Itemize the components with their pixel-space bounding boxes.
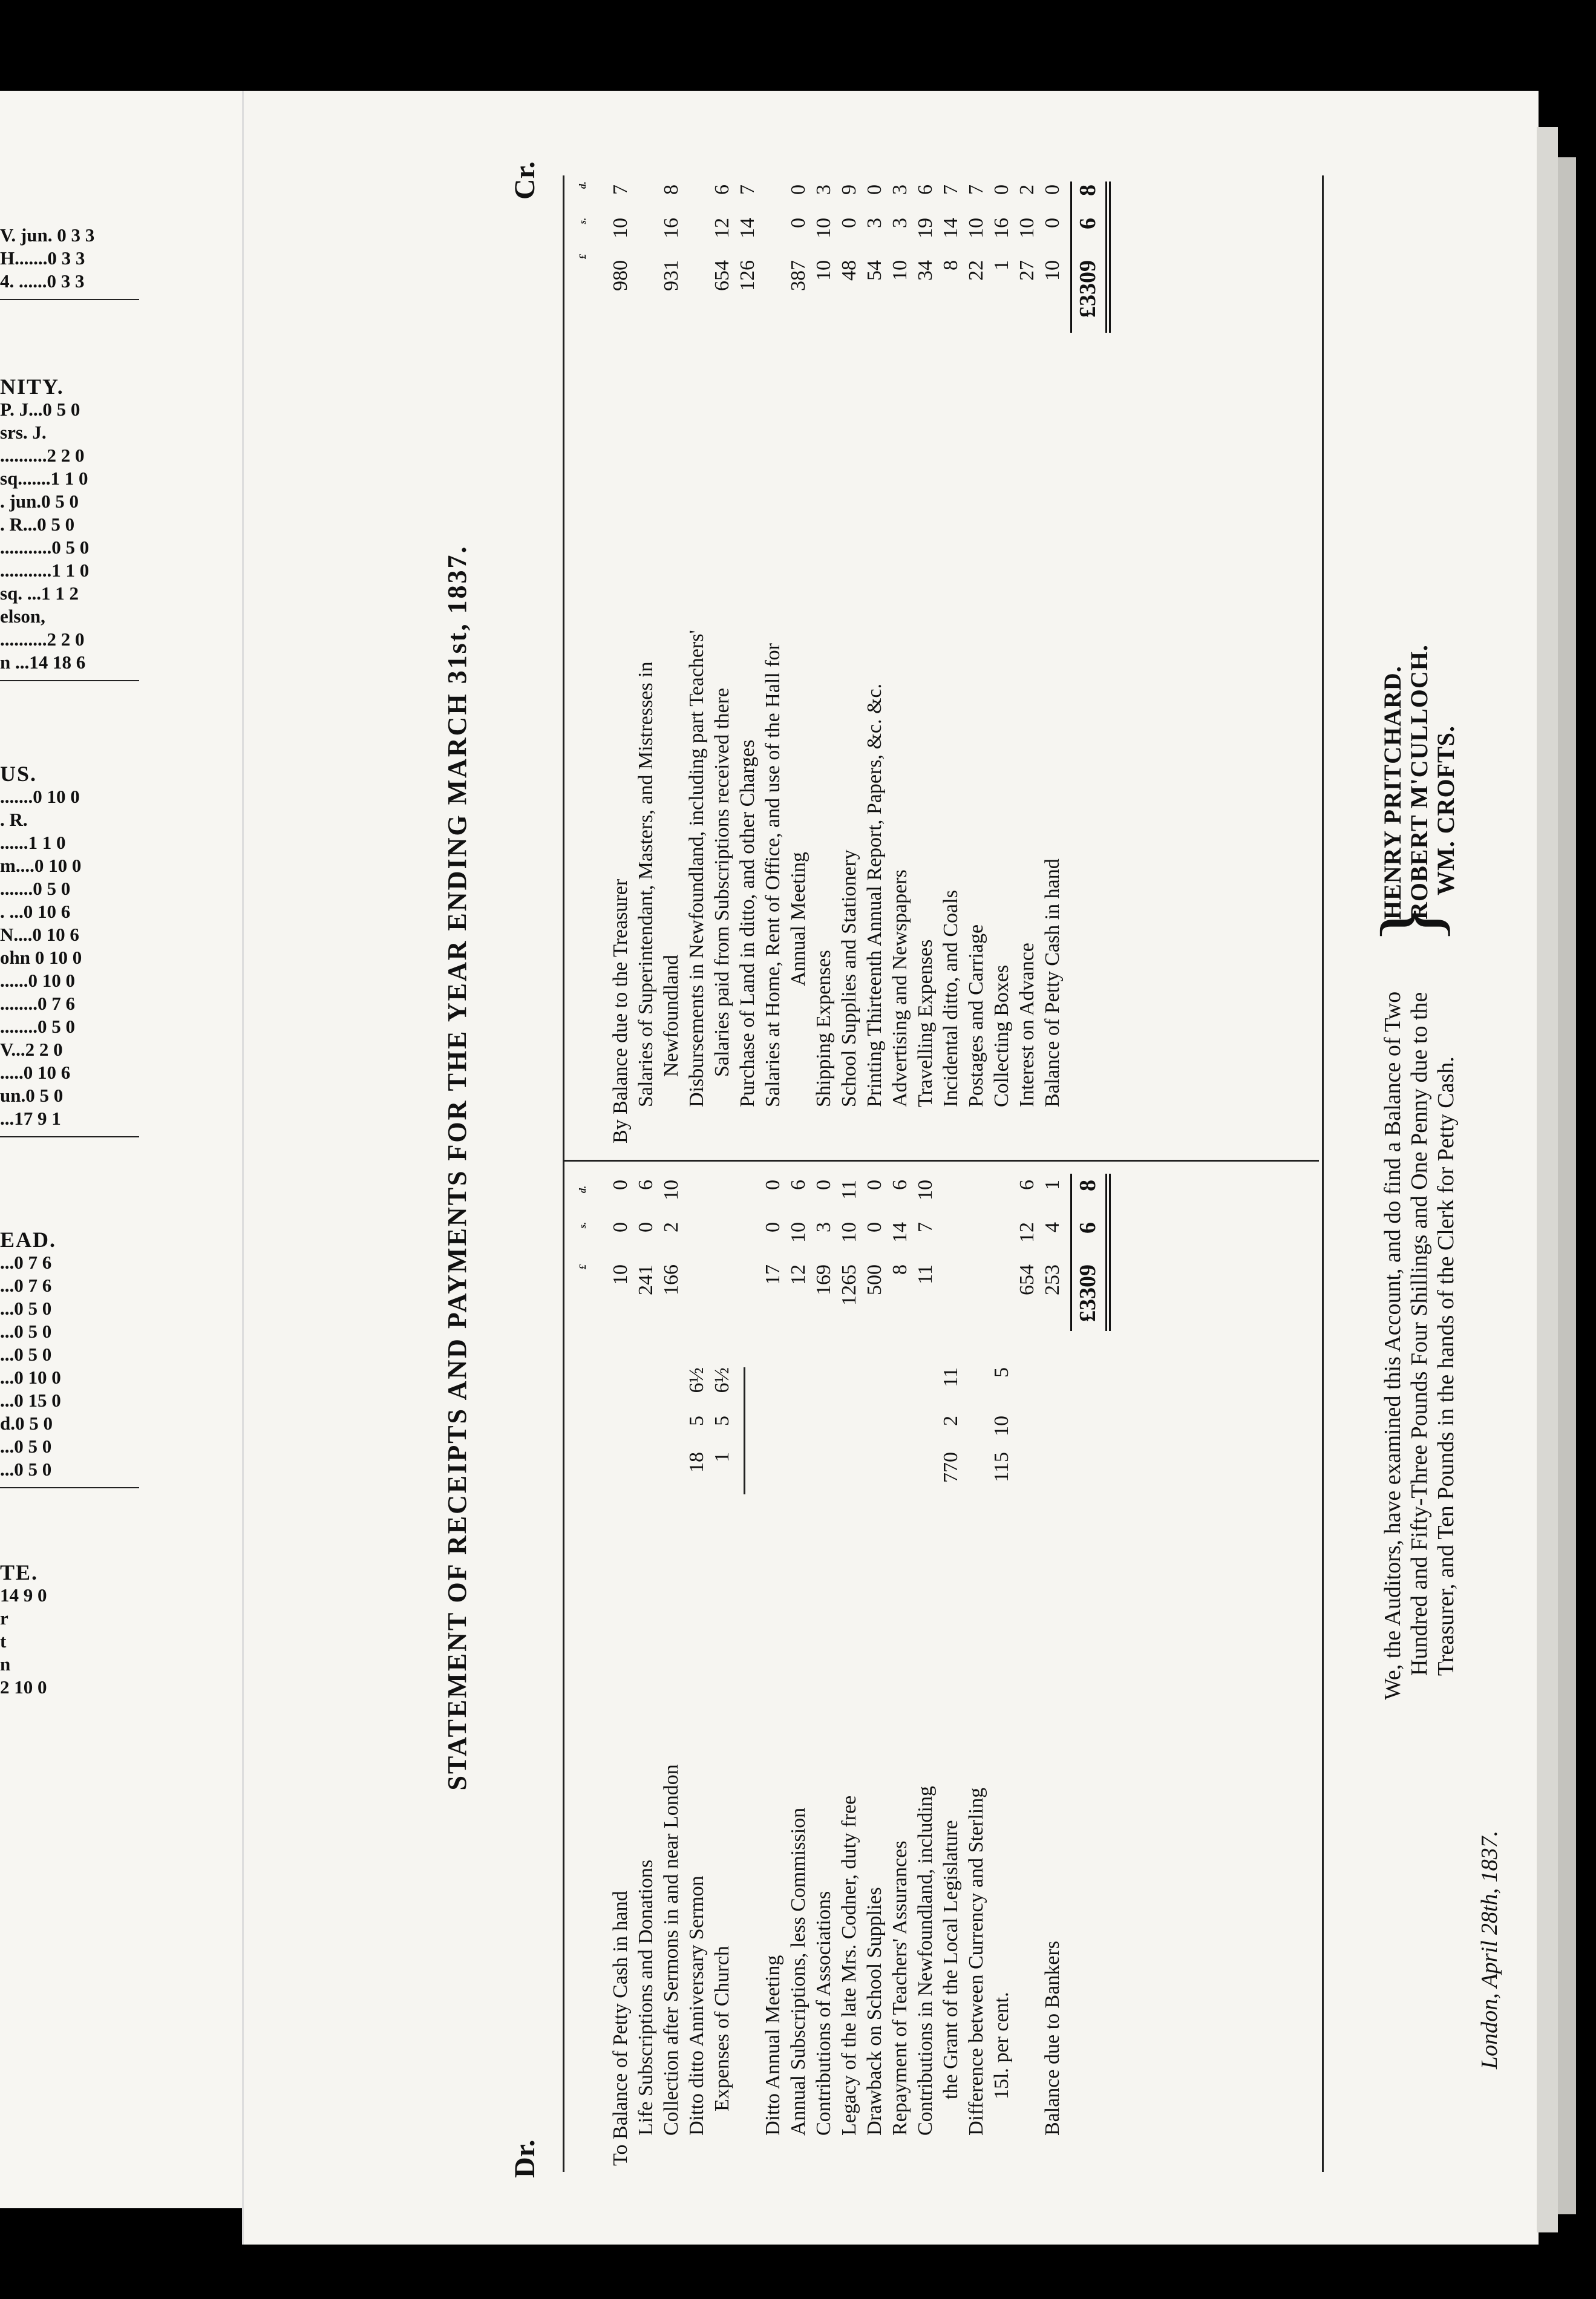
receipt-pounds: 12 — [787, 1264, 809, 1285]
payment-row — [1015, 175, 1040, 1143]
payments-ledger — [608, 175, 1108, 1143]
receipt-row — [1040, 1174, 1065, 2166]
payment-description: Salaries paid from Subscriptions received there — [711, 688, 733, 1077]
receipt-row — [938, 1174, 964, 2166]
receipt-pounds: 8 — [889, 1264, 911, 1275]
fragment-line: n ...14 18 6 — [0, 652, 86, 673]
payment-pounds: 54 — [863, 260, 886, 281]
receipt-sub-pence: 5 — [990, 1367, 1013, 1378]
receipt-shillings: 14 — [889, 1222, 911, 1243]
payment-row — [1040, 175, 1065, 1143]
receipt-shillings: 12 — [1016, 1222, 1038, 1243]
header-rule — [563, 175, 564, 2172]
payment-shillings: 10 — [813, 218, 835, 238]
payment-pounds: 1 — [990, 260, 1013, 270]
fragment-line: V...2 2 0 — [0, 1039, 63, 1060]
payment-pence: 0 — [990, 185, 1013, 195]
fragment-line: . R. — [0, 809, 28, 830]
page-edge — [1558, 157, 1576, 2214]
fragment-line: sq.......1 1 0 — [0, 468, 88, 489]
rotated-statement — [242, 91, 1537, 2245]
fragment-heading: TE. — [0, 1560, 39, 1584]
total-double-rule — [1109, 182, 1111, 333]
receipt-shillings: 7 — [914, 1222, 937, 1232]
total-double-rule — [1105, 1174, 1107, 1331]
fragment-block-5 — [0, 1561, 242, 1699]
receipt-sub-shillings: 10 — [990, 1416, 1013, 1436]
fragment-line: ...0 7 6 — [0, 1275, 52, 1296]
payment-pounds: 654 — [711, 260, 733, 291]
fragment-line: 2 10 0 — [0, 1676, 47, 1698]
receipt-pence: 0 — [863, 1180, 886, 1190]
payment-pounds: 980 — [609, 260, 632, 291]
fragment-line: V. jun. 0 3 3 — [0, 224, 95, 246]
debit-label: Dr. — [509, 2139, 541, 2178]
fragment-line: srs. J. — [0, 422, 47, 443]
col-header-pounds: £ — [578, 1264, 588, 1269]
payment-row — [735, 175, 760, 1143]
total-double-rule — [1109, 1174, 1111, 1331]
fragment-line: n — [0, 1653, 11, 1675]
receipt-pence: 11 — [838, 1180, 860, 1200]
payment-shillings: 3 — [863, 218, 886, 228]
receipt-sub-pence: 6½ — [685, 1367, 708, 1393]
auditors-line: We, the Auditors, have examined this Account, and do find a Balance of Two — [1380, 991, 1405, 1700]
payment-pounds: 10 — [889, 260, 911, 281]
receipt-pounds: 500 — [863, 1264, 886, 1295]
date-line: London, April 28th, 1837. — [1477, 1830, 1502, 2069]
receipt-row — [760, 1174, 786, 2166]
col-header-pence: d. — [578, 1186, 588, 1193]
payment-total-shillings: 6 — [1075, 218, 1101, 229]
payment-row — [913, 175, 938, 1143]
payment-pounds: 10 — [1041, 260, 1064, 281]
payment-description: Incidental ditto, and Coals — [940, 890, 962, 1107]
payment-pounds: 34 — [914, 260, 937, 281]
receipt-row — [913, 1174, 938, 2166]
auditors-statement — [1379, 944, 1459, 1700]
fragment-line: 14 9 0 — [0, 1584, 47, 1606]
auditor-name: ROBERT M'CULLOCH. — [1405, 644, 1433, 920]
payment-pence: 6 — [914, 185, 937, 195]
receipt-pounds: 169 — [813, 1264, 835, 1295]
receipt-description: Collection after Sermons in and near London — [660, 1764, 682, 2136]
receipt-sub-pence: 11 — [940, 1367, 962, 1387]
fragment-line: ......0 10 0 — [0, 970, 75, 991]
auditors-line: Treasurer, and Ten Pounds in the hands of the Clerk for Petty Cash. — [1433, 1056, 1459, 1676]
receipt-pounds: 654 — [1016, 1264, 1038, 1295]
payment-description: By Balance due to the Treasurer — [609, 878, 632, 1143]
auditor-name: WM. CROFTS. — [1432, 725, 1459, 895]
payment-row — [811, 175, 837, 1143]
fragment-line: un.0 5 0 — [0, 1085, 64, 1106]
receipt-pence: 6 — [787, 1180, 809, 1190]
receipt-description: Balance due to Bankers — [1041, 1941, 1064, 2136]
payment-description: Postages and Carriage — [965, 924, 987, 1107]
receipt-pounds: 10 — [609, 1264, 632, 1285]
receipt-row — [989, 1174, 1015, 2166]
auditor-name: HENRY PRITCHARD. — [1379, 666, 1406, 920]
receipt-sub-pounds: 115 — [990, 1452, 1013, 1482]
payment-shillings: 16 — [660, 218, 682, 238]
payment-pence: 0 — [863, 185, 886, 195]
receipt-row — [837, 1174, 862, 2166]
subtotal-rule — [744, 1367, 745, 1494]
payment-pounds: 8 — [940, 260, 962, 270]
payment-row — [710, 175, 735, 1143]
payment-shillings: 14 — [736, 218, 759, 238]
fragment-line: ......1 1 0 — [0, 832, 66, 853]
fragment-line: ..........2 2 0 — [0, 445, 85, 466]
fragment-line: ...17 9 1 — [0, 1108, 61, 1129]
divider — [0, 680, 139, 681]
receipt-description: Contributions in Newfoundland, including — [914, 1786, 937, 2136]
payment-pence: 6 — [711, 185, 733, 195]
payment-description: Interest on Advance — [1016, 943, 1038, 1107]
fragment-line: .......0 5 0 — [0, 878, 71, 899]
payment-description: Collecting Boxes — [990, 964, 1013, 1107]
receipt-description: 15l. per cent. — [990, 1992, 1013, 2099]
previous-page-fragment — [0, 91, 242, 2208]
receipt-pence: 1 — [1041, 1180, 1064, 1190]
payment-shillings: 0 — [838, 218, 860, 228]
receipt-description: Drawback on School Supplies — [863, 1887, 886, 2136]
payment-total-pence: 8 — [1075, 185, 1101, 196]
col-header-pounds: £ — [578, 254, 588, 259]
receipt-shillings: 0 — [863, 1222, 886, 1232]
fragment-line: ...0 5 0 — [0, 1344, 52, 1365]
receipt-pounds: 17 — [762, 1264, 784, 1285]
payment-pence: 3 — [889, 185, 911, 195]
payment-shillings: 14 — [940, 218, 962, 238]
page-edge — [1537, 127, 1558, 2232]
total-rule — [1070, 1174, 1072, 1331]
receipt-pounds: 11 — [914, 1264, 937, 1284]
fragment-heading: US. — [0, 762, 38, 786]
fragment-line: ........0 7 6 — [0, 993, 75, 1014]
payment-total-row — [1065, 175, 1108, 1143]
receipt-shillings: 0 — [762, 1222, 784, 1232]
payment-row — [888, 175, 913, 1143]
receipt-pence: 6 — [889, 1180, 911, 1190]
payment-row — [760, 175, 786, 1143]
payment-pounds: 931 — [660, 260, 682, 291]
receipt-row — [710, 1174, 735, 2166]
payment-pounds: 126 — [736, 260, 759, 291]
receipt-pounds: 166 — [660, 1264, 682, 1295]
fragment-line: . jun.0 5 0 — [0, 491, 79, 512]
receipt-row — [811, 1174, 837, 2166]
total-rule — [1070, 182, 1072, 333]
fragment-line: H.......0 3 3 — [0, 247, 85, 269]
fragment-line: sq. ...1 1 2 — [0, 583, 79, 604]
divider — [0, 299, 139, 300]
auditor-names — [1379, 644, 1459, 920]
payment-row — [608, 175, 633, 1143]
receipt-pence: 6 — [635, 1180, 657, 1190]
payment-pence: 7 — [736, 185, 759, 195]
receipt-description: Ditto Annual Meeting — [762, 1955, 784, 2136]
receipt-sub-shillings: 5 — [711, 1416, 733, 1426]
receipt-row — [608, 1174, 633, 2166]
fragment-line: . R...0 5 0 — [0, 514, 75, 535]
statement-title: STATEMENT OF RECEIPTS AND PAYMENTS FOR THE YEAR ENDING MARCH 31st, 1837. — [442, 544, 472, 1791]
receipt-pence: 0 — [762, 1180, 784, 1190]
fragment-line: r — [0, 1607, 8, 1629]
divider — [0, 1136, 139, 1137]
fragment-line: ...0 5 0 — [0, 1436, 52, 1457]
payment-pounds: 27 — [1016, 260, 1038, 281]
receipt-pounds: 241 — [635, 1264, 657, 1295]
payment-pence: 3 — [813, 185, 835, 195]
receipt-sub-shillings: 2 — [940, 1416, 962, 1426]
payment-description: Newfoundland — [660, 954, 682, 1077]
payment-description: Shipping Expenses — [813, 950, 835, 1107]
fragment-line: ...0 5 0 — [0, 1321, 52, 1342]
receipt-pounds: 253 — [1041, 1264, 1064, 1295]
receipt-row — [1015, 1174, 1040, 2166]
receipt-total-shillings: 6 — [1075, 1222, 1101, 1234]
payment-row — [659, 175, 684, 1143]
receipt-shillings: 10 — [787, 1222, 809, 1243]
payment-row — [837, 175, 862, 1143]
payment-pence: 7 — [609, 185, 632, 195]
receipt-row — [684, 1174, 710, 2166]
receipt-row — [888, 1174, 913, 2166]
receipts-ledger — [608, 1174, 1108, 2166]
divider — [0, 1487, 139, 1488]
receipt-sub-pence: 6½ — [711, 1367, 733, 1393]
fragment-line: t — [0, 1630, 7, 1652]
receipt-total-row — [1065, 1174, 1108, 2166]
payment-description: Annual Meeting — [787, 852, 809, 986]
receipt-row — [964, 1174, 989, 2166]
receipt-row — [633, 1174, 659, 2166]
receipt-shillings: 0 — [609, 1222, 632, 1232]
col-header-shillings: s. — [578, 1222, 588, 1229]
receipt-shillings: 0 — [635, 1222, 657, 1232]
payment-row — [633, 175, 659, 1143]
fragment-line: ...0 15 0 — [0, 1390, 61, 1411]
payment-description: Printing Thirteenth Annual Report, Papers, &c. &c. — [863, 683, 886, 1107]
payment-shillings: 10 — [1016, 218, 1038, 238]
fragment-line: 4. ......0 3 3 — [0, 270, 85, 292]
footer-rule — [1322, 175, 1324, 2172]
payment-shillings: 0 — [787, 218, 809, 228]
receipt-pounds: 1265 — [838, 1264, 860, 1306]
payment-row — [964, 175, 989, 1143]
fragment-line: ...........0 5 0 — [0, 537, 90, 558]
payment-row — [786, 175, 811, 1143]
receipt-shillings: 2 — [660, 1222, 682, 1232]
payment-pounds: 10 — [813, 260, 835, 281]
payment-total-pounds: £3309 — [1075, 260, 1101, 318]
payment-pence: 8 — [660, 185, 682, 195]
payment-shillings: 0 — [1041, 218, 1064, 228]
fragment-line: .......0 10 0 — [0, 786, 80, 807]
receipt-description: Ditto ditto Anniversary Sermon — [685, 1876, 708, 2136]
receipt-sub-pounds: 1 — [711, 1452, 733, 1462]
brace-glyph: } — [1364, 903, 1457, 944]
payment-row — [684, 175, 710, 1143]
receipt-description: Difference between Currency and Sterling — [965, 1787, 987, 2136]
payment-pounds: 387 — [787, 260, 809, 291]
fragment-line: ...........1 1 0 — [0, 560, 90, 581]
fragment-block-3 — [0, 762, 242, 1156]
payment-pence: 0 — [1041, 185, 1064, 195]
fragment-block-1 — [0, 224, 242, 318]
total-double-rule — [1105, 182, 1107, 333]
receipt-pence: 10 — [660, 1180, 682, 1200]
payment-shillings: 10 — [965, 218, 987, 238]
receipt-description: Life Subscriptions and Donations — [635, 1859, 657, 2136]
payment-pounds: 48 — [838, 260, 860, 281]
payment-description: School Supplies and Stationery — [838, 849, 860, 1107]
receipt-row — [786, 1174, 811, 2166]
col-header-shillings: s. — [578, 218, 588, 224]
center-rule — [563, 1160, 1319, 1162]
payment-description: Travelling Expenses — [914, 939, 937, 1107]
fragment-line: .....0 10 6 — [0, 1062, 71, 1083]
fragment-line: ...0 5 0 — [0, 1298, 52, 1319]
receipt-shillings: 4 — [1041, 1222, 1064, 1232]
payment-pence: 0 — [787, 185, 809, 195]
payment-shillings: 16 — [990, 218, 1013, 238]
payment-shillings: 12 — [711, 218, 733, 238]
receipt-shillings: 3 — [813, 1222, 835, 1232]
receipt-pence: 0 — [609, 1180, 632, 1190]
fragment-line: ...0 10 0 — [0, 1367, 61, 1388]
receipt-total-pounds: £3309 — [1075, 1264, 1101, 1322]
receipt-pence: 0 — [813, 1180, 835, 1190]
payment-description: Salaries at Home, Rent of Office, and use of the Hall for — [762, 643, 784, 1107]
receipt-description: Legacy of the late Mrs. Codner, duty free — [838, 1795, 860, 2136]
fragment-line: P. J...0 5 0 — [0, 399, 80, 420]
receipt-total-pence: 8 — [1075, 1180, 1101, 1191]
fragment-heading: NITY. — [0, 374, 64, 399]
payment-pounds: 22 — [965, 260, 987, 281]
payment-description: Purchase of Land in ditto, and other Charges — [736, 739, 759, 1107]
fragment-line: ........0 5 0 — [0, 1016, 75, 1037]
fragment-line: ..........2 2 0 — [0, 629, 85, 650]
payment-description: Advertising and Newspapers — [889, 869, 911, 1107]
payment-description: Salaries of Superintendant, Masters, and Mistresses in — [635, 661, 657, 1107]
payment-row — [938, 175, 964, 1143]
fragment-line: N....0 10 6 — [0, 924, 79, 945]
payment-pence: 7 — [965, 185, 987, 195]
payment-row — [862, 175, 888, 1143]
receipt-subtotal-rule-row — [735, 1174, 760, 2166]
payment-pence: 2 — [1016, 185, 1038, 195]
fragment-heading: EAD. — [0, 1228, 57, 1252]
receipt-description: To Balance of Petty Cash in hand — [609, 1891, 632, 2166]
fragment-line: d.0 5 0 — [0, 1413, 53, 1434]
receipt-description: Expenses of Church — [711, 1946, 733, 2111]
receipt-pence: 10 — [914, 1180, 937, 1200]
receipt-sub-shillings: 5 — [685, 1416, 708, 1426]
receipt-row — [862, 1174, 888, 2166]
receipt-shillings: 10 — [838, 1222, 860, 1243]
credit-label: Cr. — [509, 161, 541, 200]
fragment-line: ...0 5 0 — [0, 1459, 52, 1480]
receipt-description: Contributions of Associations — [813, 1891, 835, 2136]
receipt-description: the Grant of the Local Legislature — [940, 1820, 962, 2099]
payment-pence: 7 — [940, 185, 962, 195]
receipt-sub-pounds: 770 — [940, 1452, 962, 1483]
col-header-pence: d. — [578, 182, 588, 189]
receipt-sub-pounds: 18 — [685, 1452, 708, 1473]
fragment-line: m....0 10 0 — [0, 855, 82, 876]
fragment-block-4 — [0, 1228, 242, 1506]
fragment-line: ...0 7 6 — [0, 1252, 52, 1273]
receipt-description: Annual Subscriptions, less Commission — [787, 1807, 809, 2136]
fragment-line: elson, — [0, 606, 45, 627]
payment-shillings: 10 — [609, 218, 632, 238]
payment-description: Disbursements in Newfoundland, including part Teachers' — [685, 630, 708, 1107]
payment-pence: 9 — [838, 185, 860, 195]
fragment-block-2 — [0, 375, 242, 699]
payment-shillings: 19 — [914, 218, 937, 238]
payment-row — [989, 175, 1015, 1143]
fragment-line: . ...0 10 6 — [0, 901, 71, 922]
payment-shillings: 3 — [889, 218, 911, 228]
receipt-description: Repayment of Teachers' Assurances — [889, 1840, 911, 2136]
auditors-line: Hundred and Fifty-Three Pounds Four Shillings and One Penny due to the — [1407, 992, 1432, 1676]
fragment-line: ohn 0 10 0 — [0, 947, 82, 968]
payment-description: Balance of Petty Cash in hand — [1041, 858, 1064, 1107]
receipt-pence: 6 — [1016, 1180, 1038, 1190]
receipt-row — [659, 1174, 684, 2166]
